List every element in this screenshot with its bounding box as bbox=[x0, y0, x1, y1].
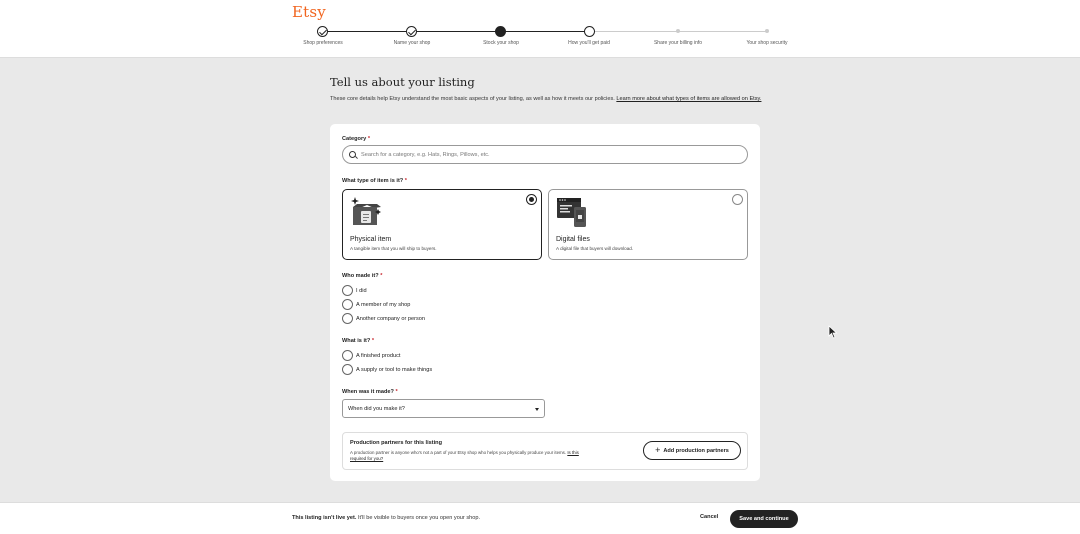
page-intro bbox=[330, 95, 762, 105]
step-6-dot bbox=[765, 29, 769, 33]
who-made-label: Who made it? * bbox=[342, 273, 383, 279]
search-icon bbox=[349, 151, 356, 158]
physical-item-title: Physical item bbox=[350, 236, 392, 243]
digital-files-title: Digital files bbox=[556, 236, 590, 243]
digital-files-radio[interactable] bbox=[732, 194, 743, 205]
physical-item-description: A tangible item that you will ship to buyers. bbox=[350, 246, 437, 251]
listing-header bbox=[330, 75, 762, 105]
page-intro-text: These core details help Etsy understand the most basic aspects of your listing, as well as how it meets our policies. bbox=[330, 96, 617, 102]
production-partners-description: A production partner is anyone who's not a part of your Etsy shop who helps you physically produce your items. Is this required for you? bbox=[350, 450, 579, 462]
what-is-it-label: What is it? * bbox=[342, 338, 375, 344]
add-production-partners-button[interactable]: + Add production partners bbox=[643, 441, 741, 460]
radio-label: I did bbox=[356, 287, 367, 294]
etsy-logo[interactable]: Etsy bbox=[292, 3, 326, 21]
listing-status-text: This listing isn't live yet. It'll be visible to buyers once you open your shop. bbox=[292, 515, 481, 521]
progress-stepper bbox=[0, 0, 1080, 58]
radio-label: A member of my shop bbox=[356, 301, 411, 308]
when-made-label: When was it made? * bbox=[342, 389, 398, 395]
who-made-option-i-did[interactable] bbox=[342, 285, 367, 296]
physical-box-icon bbox=[350, 196, 382, 228]
physical-item-option[interactable] bbox=[342, 189, 542, 260]
radio-label: A finished product bbox=[356, 352, 401, 359]
listing-form-card bbox=[330, 124, 760, 481]
step-5-dot bbox=[676, 29, 680, 33]
mouse-cursor-icon bbox=[828, 325, 838, 339]
step-4-label: How you'll get paid bbox=[568, 40, 610, 46]
stepper-line-complete bbox=[323, 31, 589, 32]
production-partners-title: Production partners for this listing bbox=[350, 440, 442, 446]
page-title: Tell us about your listing bbox=[330, 75, 475, 89]
footer-bar bbox=[0, 502, 1080, 534]
step-3-label: Stock your shop bbox=[483, 40, 519, 46]
radio-label: A supply or tool to make things bbox=[356, 366, 433, 373]
plus-icon: + bbox=[655, 445, 661, 455]
required-info-link[interactable]: Is this required for you? bbox=[350, 450, 579, 462]
chevron-down-icon bbox=[535, 408, 539, 411]
digital-files-icon bbox=[556, 196, 588, 228]
category-label: Category * bbox=[342, 136, 370, 142]
step-2-check-icon bbox=[406, 26, 417, 37]
step-2-label: Name your shop bbox=[393, 40, 431, 46]
step-6-label: Your shop security bbox=[746, 40, 788, 46]
what-is-option-supply[interactable] bbox=[342, 364, 432, 375]
item-type-label: What type of item is it? * bbox=[342, 178, 407, 184]
save-and-continue-button[interactable]: Save and continue bbox=[730, 510, 798, 528]
step-1-label: Shop preferences bbox=[303, 40, 343, 46]
what-is-option-finished[interactable] bbox=[342, 350, 400, 361]
cancel-button[interactable]: Cancel bbox=[700, 514, 719, 520]
top-bar bbox=[0, 0, 1080, 58]
step-4-dot bbox=[584, 26, 595, 37]
step-3-current-dot bbox=[495, 26, 506, 37]
learn-more-link[interactable]: Learn more about what types of items are allowed on Etsy. bbox=[616, 96, 762, 102]
category-search-input[interactable] bbox=[361, 152, 721, 158]
step-1-check-icon bbox=[317, 26, 328, 37]
radio-button[interactable] bbox=[342, 313, 353, 324]
radio-label: Another company or person bbox=[356, 315, 426, 322]
when-made-select[interactable] bbox=[342, 399, 545, 418]
digital-files-option[interactable] bbox=[548, 189, 748, 260]
production-partners-panel bbox=[342, 432, 748, 470]
digital-files-description: A digital file that buyers will download. bbox=[556, 246, 634, 251]
radio-button[interactable] bbox=[342, 364, 353, 375]
radio-button[interactable] bbox=[342, 299, 353, 310]
when-made-value: When did you make it? bbox=[348, 405, 405, 412]
radio-button[interactable] bbox=[342, 285, 353, 296]
step-5-label: Share your billing info bbox=[653, 40, 703, 46]
who-made-option-shop-member[interactable] bbox=[342, 299, 410, 310]
physical-item-radio[interactable] bbox=[526, 194, 537, 205]
category-search[interactable] bbox=[342, 145, 748, 164]
who-made-option-another[interactable] bbox=[342, 313, 425, 324]
radio-button[interactable] bbox=[342, 350, 353, 361]
